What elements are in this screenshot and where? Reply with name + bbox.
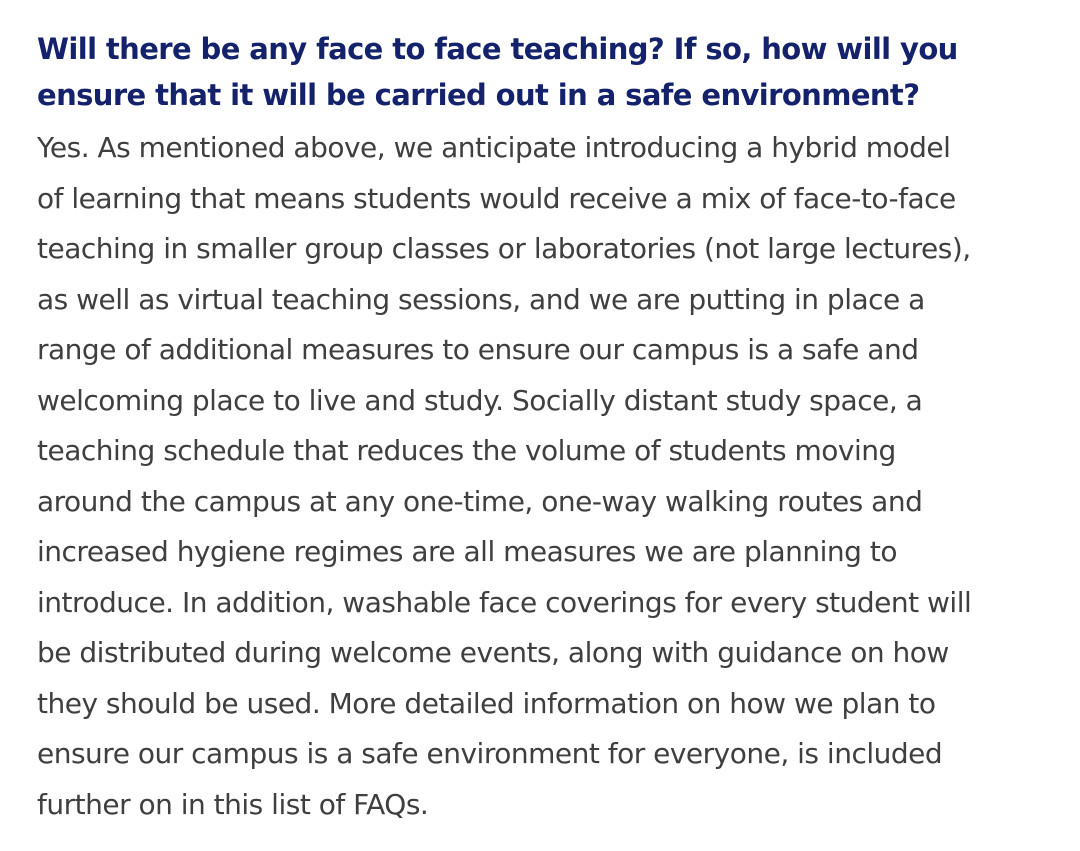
question-line: ensure that it will be carried out in a safe environment? xyxy=(37,78,920,112)
faq-question xyxy=(37,26,1067,118)
answer-line: introduce. In addition, washable face coverings for every student will xyxy=(37,585,972,619)
answer-line: around the campus at any one-time, one-way walking routes and xyxy=(37,484,923,518)
faq-answer xyxy=(37,123,1067,830)
answer-line: they should be used. More detailed information on how we plan to xyxy=(37,686,936,720)
answer-line: ensure our campus is a safe environment for everyone, is included xyxy=(37,737,943,770)
faq-item xyxy=(37,26,1067,830)
answer-line: as well as virtual teaching sessions, and we are putting in place a xyxy=(37,282,925,316)
answer-line: be distributed during welcome events, along with guidance on how xyxy=(37,636,949,669)
answer-line: increased hygiene regimes are all measures we are planning to xyxy=(37,535,897,568)
answer-line: further on in this list of FAQs. xyxy=(37,787,429,821)
answer-line: range of additional measures to ensure our campus is a safe and xyxy=(37,333,919,366)
question-line: Will there be any face to face teaching? If so, how will you xyxy=(37,32,958,66)
answer-line: of learning that means students would receive a mix of face-to-face xyxy=(37,181,956,215)
answer-line: Yes. As mentioned above, we anticipate introducing a hybrid model xyxy=(37,131,951,164)
answer-line: teaching in smaller group classes or laboratories (not large lectures), xyxy=(37,232,971,265)
answer-line: welcoming place to live and study. Socially distant study space, a xyxy=(37,383,923,417)
answer-line: teaching schedule that reduces the volume of students moving xyxy=(37,434,896,467)
